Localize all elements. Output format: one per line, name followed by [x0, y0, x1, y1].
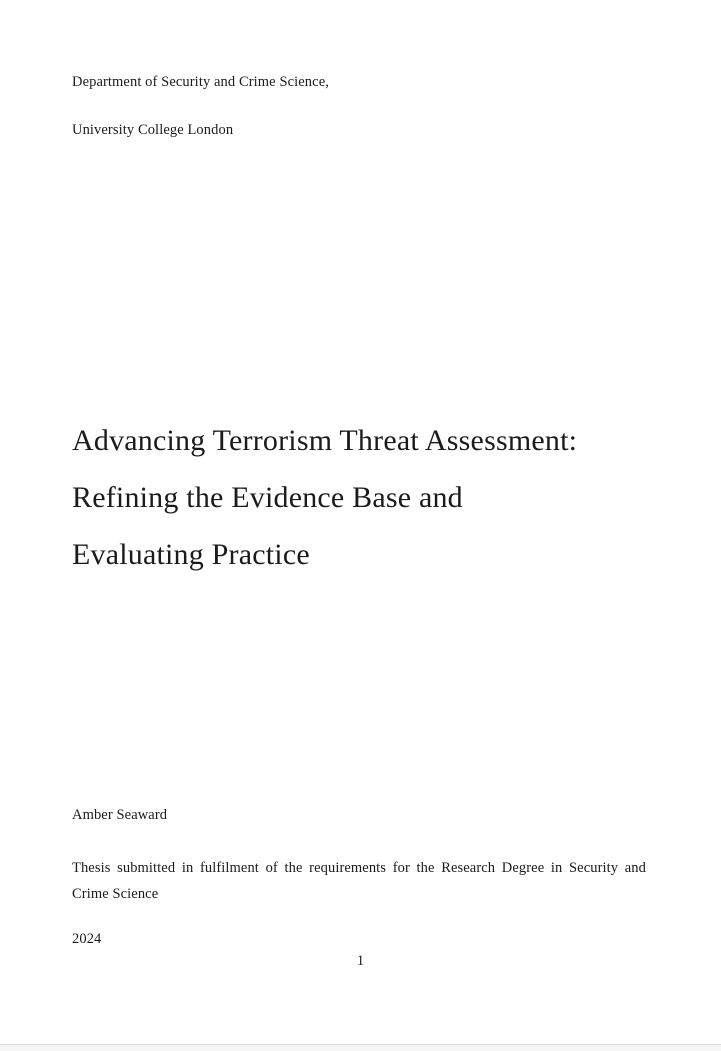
department-line: Department of Security and Crime Science,	[72, 74, 329, 90]
university-line: University College London	[72, 122, 234, 138]
page-bottom-boundary	[0, 1044, 721, 1051]
thesis-title	[72, 412, 646, 583]
thesis-title-line-1: Advancing Terrorism Threat Assessment:	[72, 424, 578, 457]
page-number: 1	[356, 953, 365, 969]
thesis-title-line-2: Refining the Evidence Base and	[72, 481, 463, 514]
thesis-title-line-3: Evaluating Practice	[72, 538, 310, 571]
year: 2024	[72, 931, 102, 947]
author-name: Amber Seaward	[72, 807, 168, 823]
submission-statement: Thesis submitted in fulfilment of the requirements for the Research Degree in Security and Crime Science	[72, 860, 646, 902]
